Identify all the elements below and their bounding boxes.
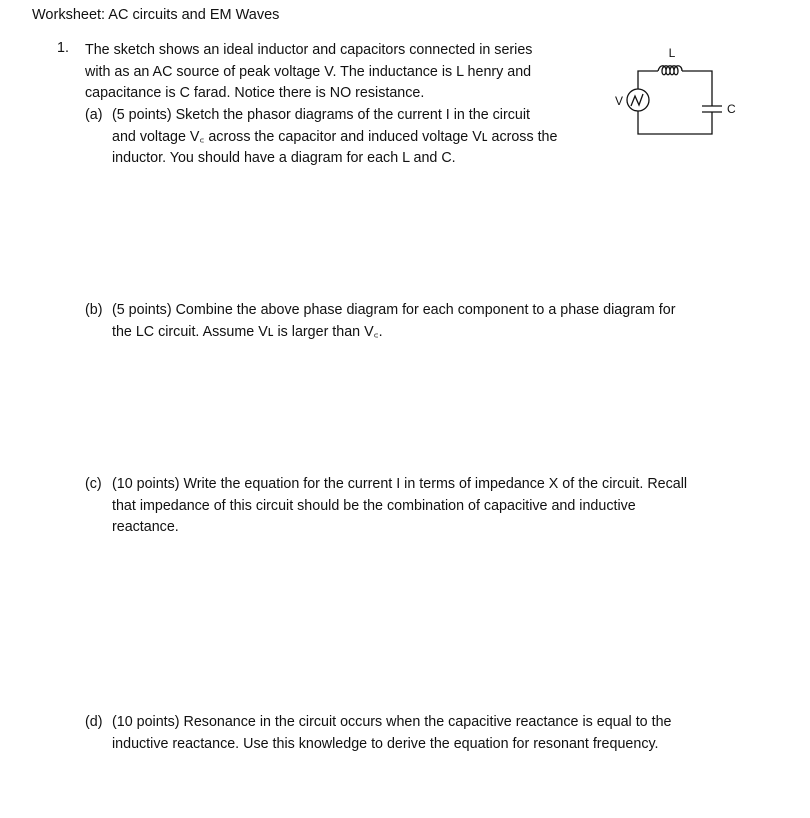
part-b-line: (5 points) Combine the above phase diagram for each component to a phase diagram for (112, 302, 676, 318)
capacitor-label: C (727, 102, 736, 116)
question-number: 1. (57, 40, 69, 56)
part-d-label: (d) (85, 714, 103, 730)
wire (638, 71, 658, 89)
part-c (85, 474, 687, 539)
part-d (85, 712, 671, 755)
question-intro (85, 40, 532, 105)
part-d-line: (10 points) Resonance in the circuit occurs when the capacitive reactance is equal to the (112, 714, 672, 730)
part-c-line: (10 points) Write the equation for the current I in terms of impedance X of the circuit. Recall (112, 476, 688, 492)
part-a-label: (a) (85, 107, 103, 123)
inductor-label: L (668, 46, 676, 60)
source-label: V (615, 94, 624, 108)
intro-line: with as an AC source of peak voltage V. The inductance is L henry and (85, 63, 532, 80)
ac-source (627, 89, 649, 111)
intro-line: capacitance is C farad. Notice there is NO resistance. (85, 85, 425, 102)
part-d-line: inductive reactance. Use this knowledge to derive the equation for resonant frequency. (112, 735, 659, 752)
lc-circuit-diagram (612, 44, 752, 144)
part-a-line: (5 points) Sketch the phasor diagrams of the current I in the circuit (112, 107, 530, 123)
wire (682, 71, 712, 106)
part-b-label: (b) (85, 302, 103, 318)
part-c-line: that impedance of this circuit should be the combination of capacitive and inductive (112, 497, 636, 514)
part-a-line: inductor. You should have a diagram for each L and C. (112, 150, 456, 167)
worksheet-title: Worksheet: AC circuits and EM Waves (32, 7, 280, 23)
part-a-line: and voltage V꜀ across the capacitor and induced voltage Vʟ across the (112, 128, 558, 145)
part-c-line: reactance. (112, 519, 179, 536)
inductor-coil (658, 66, 682, 75)
part-b-line: the LC circuit. Assume Vʟ is larger than V꜀. (112, 323, 383, 340)
part-c-label: (c) (85, 476, 102, 492)
wire (638, 111, 712, 134)
ac-source-wave (631, 94, 643, 106)
intro-line: The sketch shows an ideal inductor and capacitors connected in series (85, 42, 533, 58)
part-b (85, 300, 675, 343)
part-a (85, 105, 557, 170)
